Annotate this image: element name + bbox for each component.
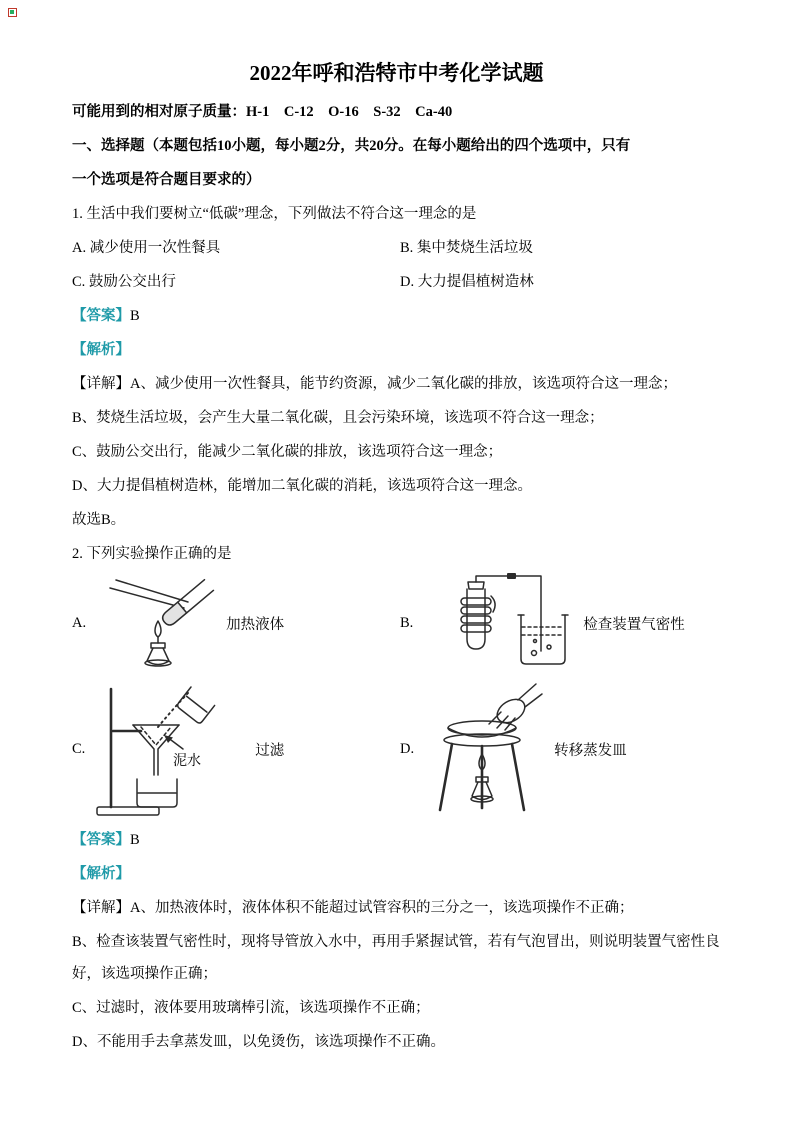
question2-explanation-line: 【详解】A、加热液体时，液体体积不能超过试管容积的三分之一，该选项操作不正确； xyxy=(72,900,634,916)
question1-answer-line xyxy=(72,300,721,332)
question1-explanation-line: D、大力提倡植树造林，能增加二氧化碳的消耗，该选项符合这一理念。 xyxy=(72,478,532,494)
question2-explanation-line: B、检查该装置气密性时，现将导管放入水中，再用手紧握试管，若有气泡冒出，则说明装置气密性良好，该选项操作正确； xyxy=(72,934,720,982)
document-title: 2022年呼和浩特市中考化学试题 xyxy=(249,61,544,85)
flame-icon xyxy=(155,621,161,637)
section-header-line-1: 一、选择题（本题包括10小题，每小题2分，共20分。在每小题给出的四个选项中，只有 xyxy=(72,138,631,154)
question1-analysis-line xyxy=(72,334,721,366)
diagram-airtightness-check xyxy=(423,573,573,673)
beaker xyxy=(518,615,568,664)
rubber-stopper xyxy=(468,582,484,589)
mud-water-label: 泥水 xyxy=(173,754,202,769)
question1-option-c: C. 鼓励公交出行 xyxy=(72,274,176,290)
question2-explanation-line: D、不能用手去拿蒸发皿，以免烫伤，该选项操作不正确。 xyxy=(72,1034,445,1050)
question2-option-b-figure xyxy=(400,573,685,673)
atomic-mass-line: 可能用到的相对原子质量：H-1 C-12 O-16 S-32 Ca-40 xyxy=(72,104,453,120)
question2-option-d-figure xyxy=(400,682,627,817)
receiving-beaker xyxy=(137,779,177,807)
question1-conclusion-line: 故选B。 xyxy=(72,512,126,528)
question1-answer-value: B xyxy=(130,308,140,324)
hand xyxy=(489,684,542,730)
analysis-label: 【解析】 xyxy=(72,342,130,358)
question2-answer-value: B xyxy=(130,832,140,848)
question2-stem: 2. 下列实验操作正确的是 xyxy=(72,546,232,562)
question2-option-c-figure xyxy=(72,679,400,819)
question2-figure-row-1 xyxy=(72,572,721,674)
diagram-filtration xyxy=(95,679,245,819)
hand xyxy=(461,596,495,632)
question1-options-row-2 xyxy=(72,266,721,300)
analysis-label: 【解析】 xyxy=(72,866,130,882)
section-header-line-2: 一个选项是符合题目要求的） xyxy=(72,172,261,188)
question2-explanation-line: C、过滤时，液体要用玻璃棒引流，该选项操作不正确； xyxy=(72,1000,430,1016)
answer-label: 【答案】 xyxy=(72,832,130,848)
question1-stem: 1. 生活中我们要树立“低碳”理念，下列做法不符合这一理念的是 xyxy=(72,206,477,222)
option-a-letter: A. xyxy=(72,614,87,631)
corner-mark-icon xyxy=(8,8,17,17)
option-c-letter: C. xyxy=(72,740,86,757)
tube-connector xyxy=(507,573,516,579)
question1-options-row-1 xyxy=(72,232,721,266)
question2-figure-row-2 xyxy=(72,678,721,820)
question2-analysis-line xyxy=(72,858,721,890)
option-b-caption: 检查装置气密性 xyxy=(583,616,685,633)
option-a-caption: 加热液体 xyxy=(226,616,285,633)
mud-water-pointer-arrow xyxy=(164,735,183,749)
pouring-beaker xyxy=(177,687,215,724)
question1-option-b: B. 集中焚烧生活垃圾 xyxy=(400,240,533,256)
liquid-stream xyxy=(158,693,188,727)
option-d-letter: D. xyxy=(400,740,415,757)
alcohol-lamp xyxy=(145,621,171,666)
question1-option-d: D. 大力提倡植树造林 xyxy=(400,274,534,290)
question2-option-a-figure xyxy=(72,575,400,671)
answer-label: 【答案】 xyxy=(72,308,130,324)
question2-answer-line xyxy=(72,824,721,856)
diagram-transfer-evaporating-dish xyxy=(424,682,544,817)
option-c-caption: 过滤 xyxy=(255,742,285,759)
question1-option-a: A. 减少使用一次性餐具 xyxy=(72,240,221,256)
option-b-letter: B. xyxy=(400,614,414,631)
question1-explanation-line: 【详解】A、减少使用一次性餐具，能节约资源，减少二氧化碳的排放，该选项符合这一理念； xyxy=(72,376,677,392)
question1-explanation-line: B、焚烧生活垃圾，会产生大量二氧化碳，且会污染环境，该选项不符合这一理念； xyxy=(72,410,604,426)
question1-explanation-line: C、鼓励公交出行，能减少二氧化碳的排放，该选项符合这一理念； xyxy=(72,444,503,460)
diagram-heating-liquid xyxy=(96,575,216,671)
option-d-caption: 转移蒸发皿 xyxy=(554,742,627,759)
iron-stand xyxy=(97,689,159,815)
